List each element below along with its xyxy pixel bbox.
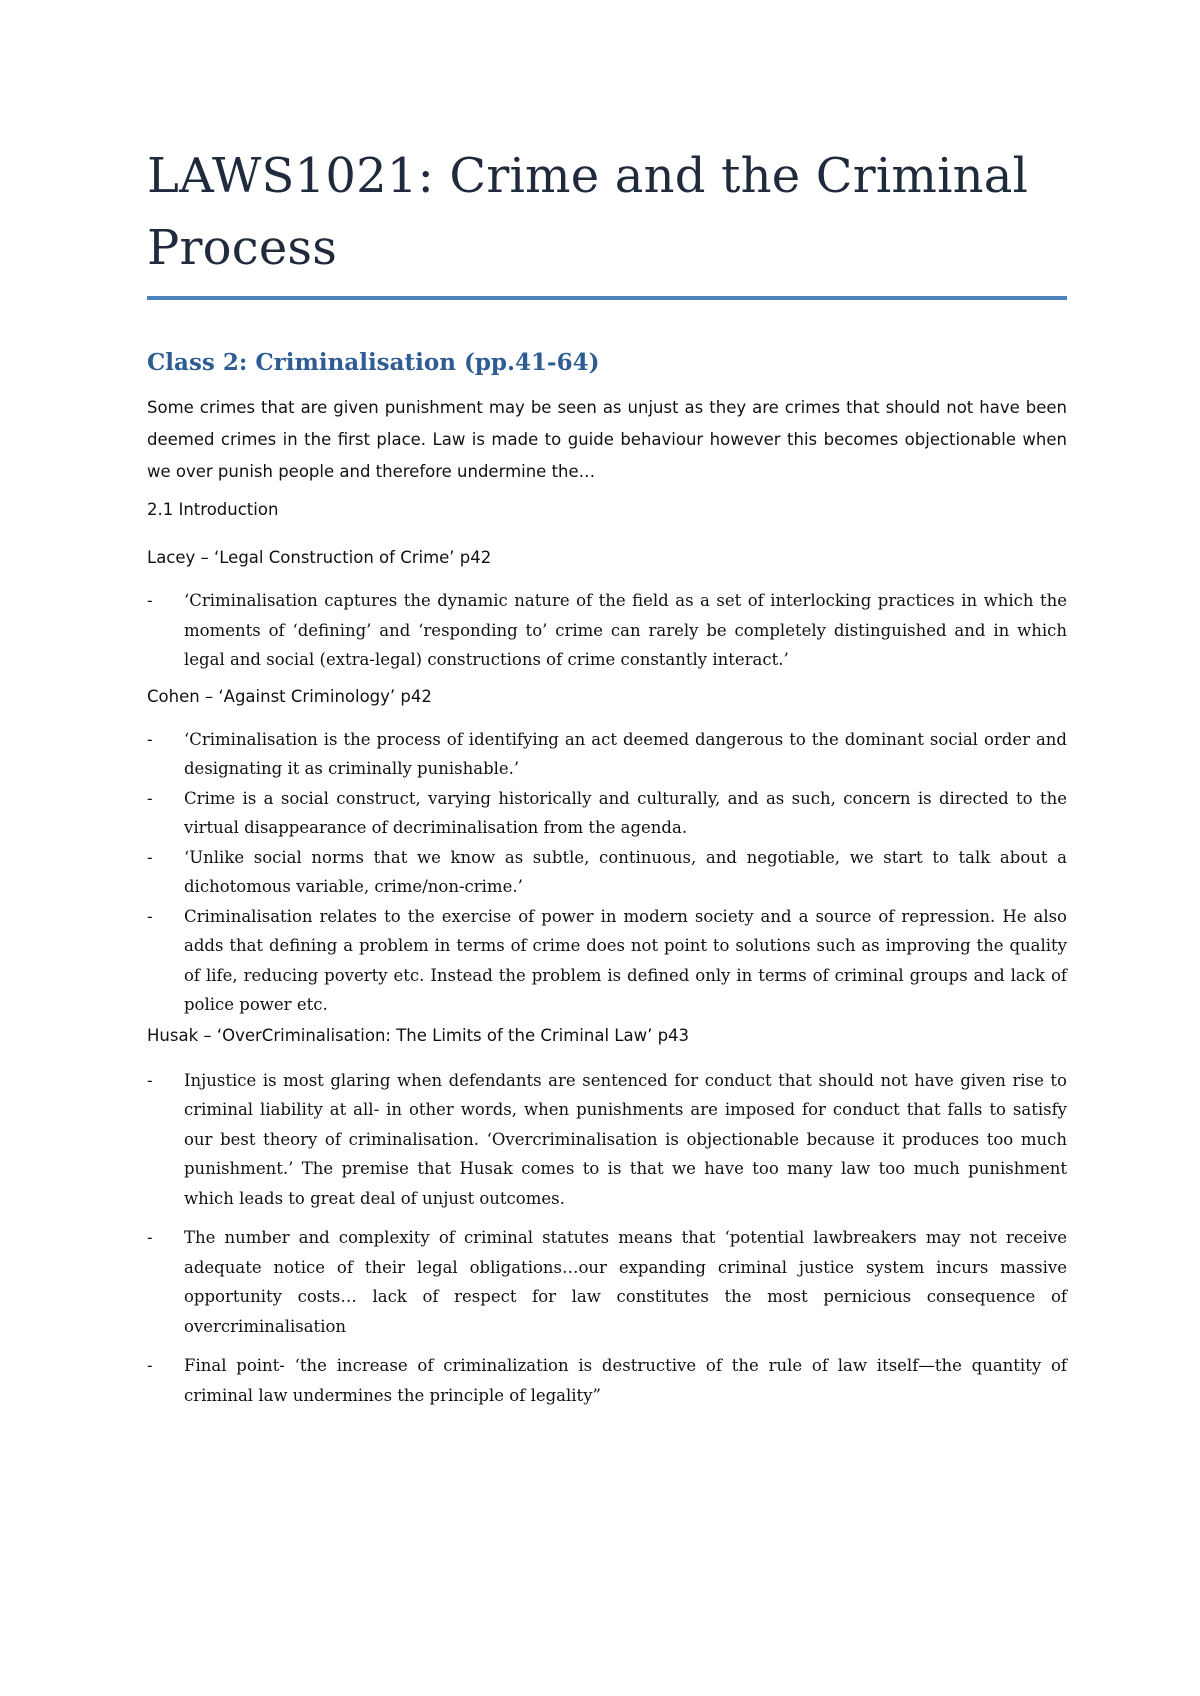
class-heading: Class 2: Criminalisation (pp.41-64) bbox=[147, 349, 600, 376]
title-rule bbox=[147, 296, 1067, 300]
document-content bbox=[147, 140, 1067, 1420]
bullet-dash: - bbox=[147, 906, 153, 926]
bullet-dash: - bbox=[147, 1228, 153, 1247]
list-item: - Injustice is most glaring when defendants are sentenced for conduct that should not have given rise to criminal liability at all- in other words, when punishments are imposed for conduct that falls to satisfy our best theory of criminalisation. ‘Overcriminalisation is objectionable because it produces too much punishment.’ The premise that Husak comes to is that we have too many law too much punishment which leads to great deal of unjust outcomes. bbox=[147, 1066, 1067, 1214]
bullet-dash: - bbox=[147, 788, 153, 808]
lacey-heading: Lacey – ‘Legal Construction of Crime’ p42 bbox=[147, 548, 492, 567]
bullet-dash: - bbox=[147, 1070, 153, 1090]
list-item: - The number and complexity of criminal statutes means that ‘potential lawbreakers may not receive adequate notice of their legal obligations…our expanding criminal justice system incurs massive opportunity costs… lack of respect for law constitutes the most pernicious consequence of overcriminalisation bbox=[147, 1223, 1067, 1341]
bullet-dash: - bbox=[147, 1356, 153, 1375]
list-item: - ‘Criminalisation captures the dynamic nature of the field as a set of interlocking practices in which the moments of ‘defining’ and ‘responding to’ crime can rarely be completely distinguished and in which legal and social (extra-legal) constructions of crime constantly interact.’ bbox=[147, 586, 1067, 675]
bullet-dash: - bbox=[147, 591, 153, 610]
list-item: - Final point- ‘the increase of criminalization is destructive of the rule of law itself—the quantity of criminal law undermines the principle of legality” bbox=[147, 1351, 1067, 1410]
cohen-list bbox=[147, 725, 1067, 1020]
bullet-dash: - bbox=[147, 729, 153, 749]
list-item: - ‘Unlike social norms that we know as subtle, continuous, and negotiable, we start to talk about a dichotomous variable, crime/non-crime.’ bbox=[147, 843, 1067, 902]
section-title: 2.1 Introduction bbox=[147, 500, 279, 519]
husak-list bbox=[147, 1066, 1067, 1411]
list-item: - ‘Criminalisation is the process of identifying an act deemed dangerous to the dominant social order and designating it as criminally punishable.’ bbox=[147, 725, 1067, 784]
cohen-heading: Cohen – ‘Against Criminology’ p42 bbox=[147, 686, 432, 706]
list-item: - Criminalisation relates to the exercise of power in modern society and a source of repression. He also adds that defining a problem in terms of crime does not point to solutions such as improving the quality of life, reducing poverty etc. Instead the problem is defined only in terms of criminal groups and lack of police power etc. bbox=[147, 902, 1067, 1020]
document-title: LAWS1021: Crime and the Criminal Process bbox=[147, 148, 1029, 276]
intro-paragraph: Some crimes that are given punishment may be seen as unjust as they are crimes that should not have been deemed crimes in the first place. Law is made to guide behaviour however this becomes objectionable when we over punish people and therefore undermine the… bbox=[147, 398, 1067, 481]
husak-heading: Husak – ‘OverCriminalisation: The Limits of the Criminal Law’ p43 bbox=[147, 1025, 690, 1045]
list-item: - Crime is a social construct, varying historically and culturally, and as such, concern is directed to the virtual disappearance of decriminalisation from the agenda. bbox=[147, 784, 1067, 843]
bullet-dash: - bbox=[147, 847, 153, 867]
lacey-list bbox=[147, 586, 1067, 675]
